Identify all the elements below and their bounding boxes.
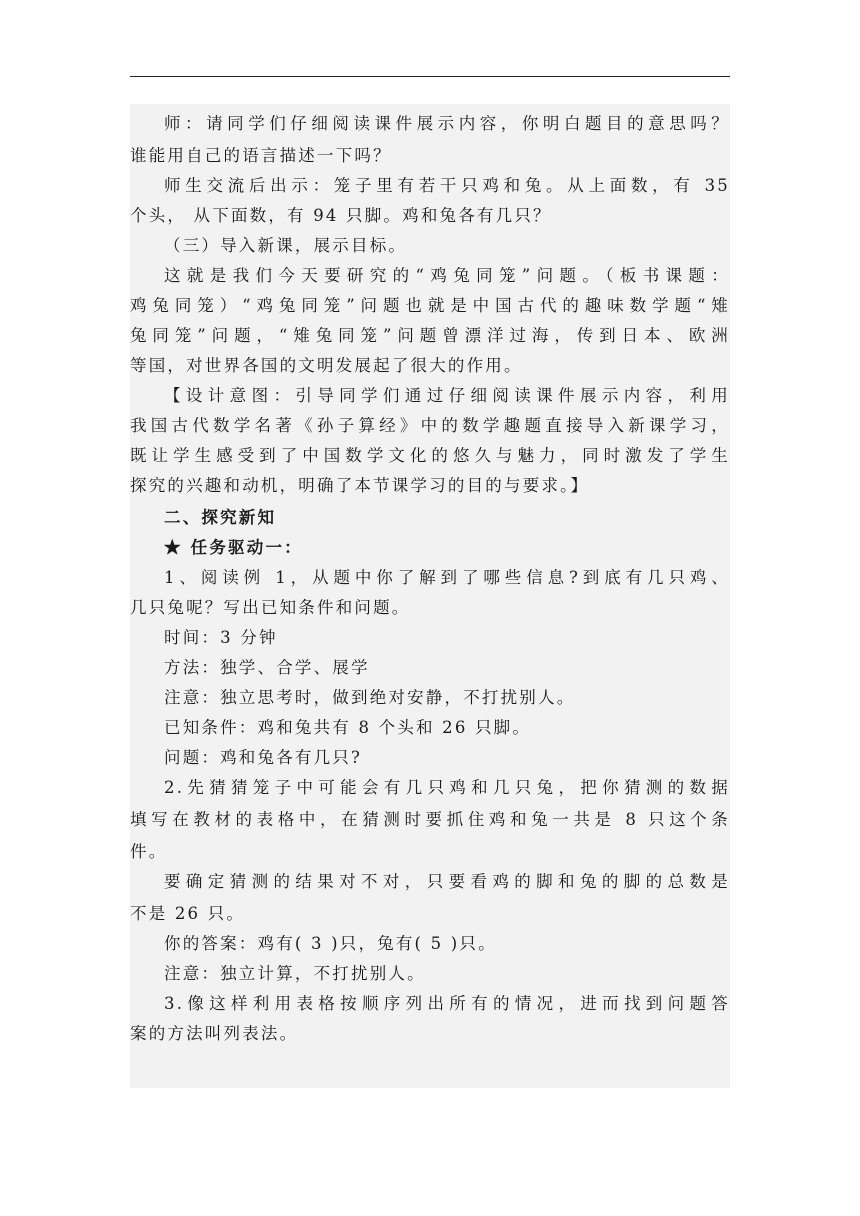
text-line: 师生交流后出示：笼子里有若干只鸡和兔。从上面数，有 35 <box>164 176 730 195</box>
text-line: 我国古代数学名著《孙子算经》中的数学趣题直接导入新课学习， <box>130 416 730 435</box>
section-heading: （三）导入新课，展示目标。 <box>164 236 408 255</box>
header-rule <box>130 76 730 77</box>
text-line: 注意：独立思考时，做到绝对安静，不打扰别人。 <box>164 688 576 707</box>
text-line: 探究的兴趣和动机，明确了本节课学习的目的与要求。】 <box>130 476 590 495</box>
text-line: 个头， 从下面数，有 94 只脚。鸡和兔各有几只？ <box>130 206 552 225</box>
text-line: 你的答案：鸡有( 3 )只，兔有( 5 )只。 <box>164 934 497 953</box>
text-line: 等国，对世界各国的文明发展起了很大的作用。 <box>130 356 523 375</box>
text-line: 问题：鸡和兔各有几只? <box>164 748 363 767</box>
text-line: 兔同笼”问题，“雉兔同笼”问题曾漂洋过海，传到日本、欧洲 <box>130 326 730 345</box>
text-line: 鸡兔同笼）“鸡兔同笼”问题也就是中国古代的趣味数学题“雉 <box>130 296 730 315</box>
text-line: 注意：独立计算，不打扰别人。 <box>164 964 426 983</box>
task-heading: ★ 任务驱动一： <box>164 538 303 557</box>
text-line: 时间：3 分钟 <box>164 628 278 647</box>
text-line: 1、阅读例 1，从题中你了解到了哪些信息?到底有几只鸡、 <box>164 568 730 587</box>
text-line: 2.先猜猜笼子中可能会有几只鸡和几只兔，把你猜测的数据 <box>164 778 730 797</box>
text-line: 几只兔呢？写出已知条件和问题。 <box>130 598 411 617</box>
text-line: 不是 26 只。 <box>130 904 246 923</box>
text-line: 这就是我们今天要研究的“鸡兔同笼”问题。（板书课题： <box>164 266 730 285</box>
text-line: 案的方法叫列表法。 <box>130 1024 299 1043</box>
text-line: 师：请同学们仔细阅读课件展示内容，你明白题目的意思吗？ <box>164 114 730 133</box>
text-line: 谁能用自己的语言描述一下吗？ <box>130 146 392 165</box>
text-line: 要确定猜测的结果对不对，只要看鸡的脚和兔的脚的总数是 <box>164 872 730 891</box>
text-line: 填写在教材的表格中，在猜测时要抓住鸡和兔一共是 8 只这个条 <box>130 810 730 829</box>
text-line: 方法：独学、合学、展学 <box>164 658 370 677</box>
text-line: 既让学生感受到了中国数学文化的悠久与魅力，同时激发了学生 <box>130 446 730 465</box>
text-line: 3.像这样利用表格按顺序列出所有的情况，进而找到问题答 <box>164 994 730 1013</box>
text-line: 件。 <box>130 842 168 861</box>
text-line: 【设计意图：引导同学们通过仔细阅读课件展示内容，利用 <box>164 386 730 405</box>
document-body <box>130 104 730 1088</box>
section-heading: 二、探究新知 <box>164 508 277 527</box>
text-line: 已知条件：鸡和兔共有 8 个头和 26 只脚。 <box>164 718 532 737</box>
